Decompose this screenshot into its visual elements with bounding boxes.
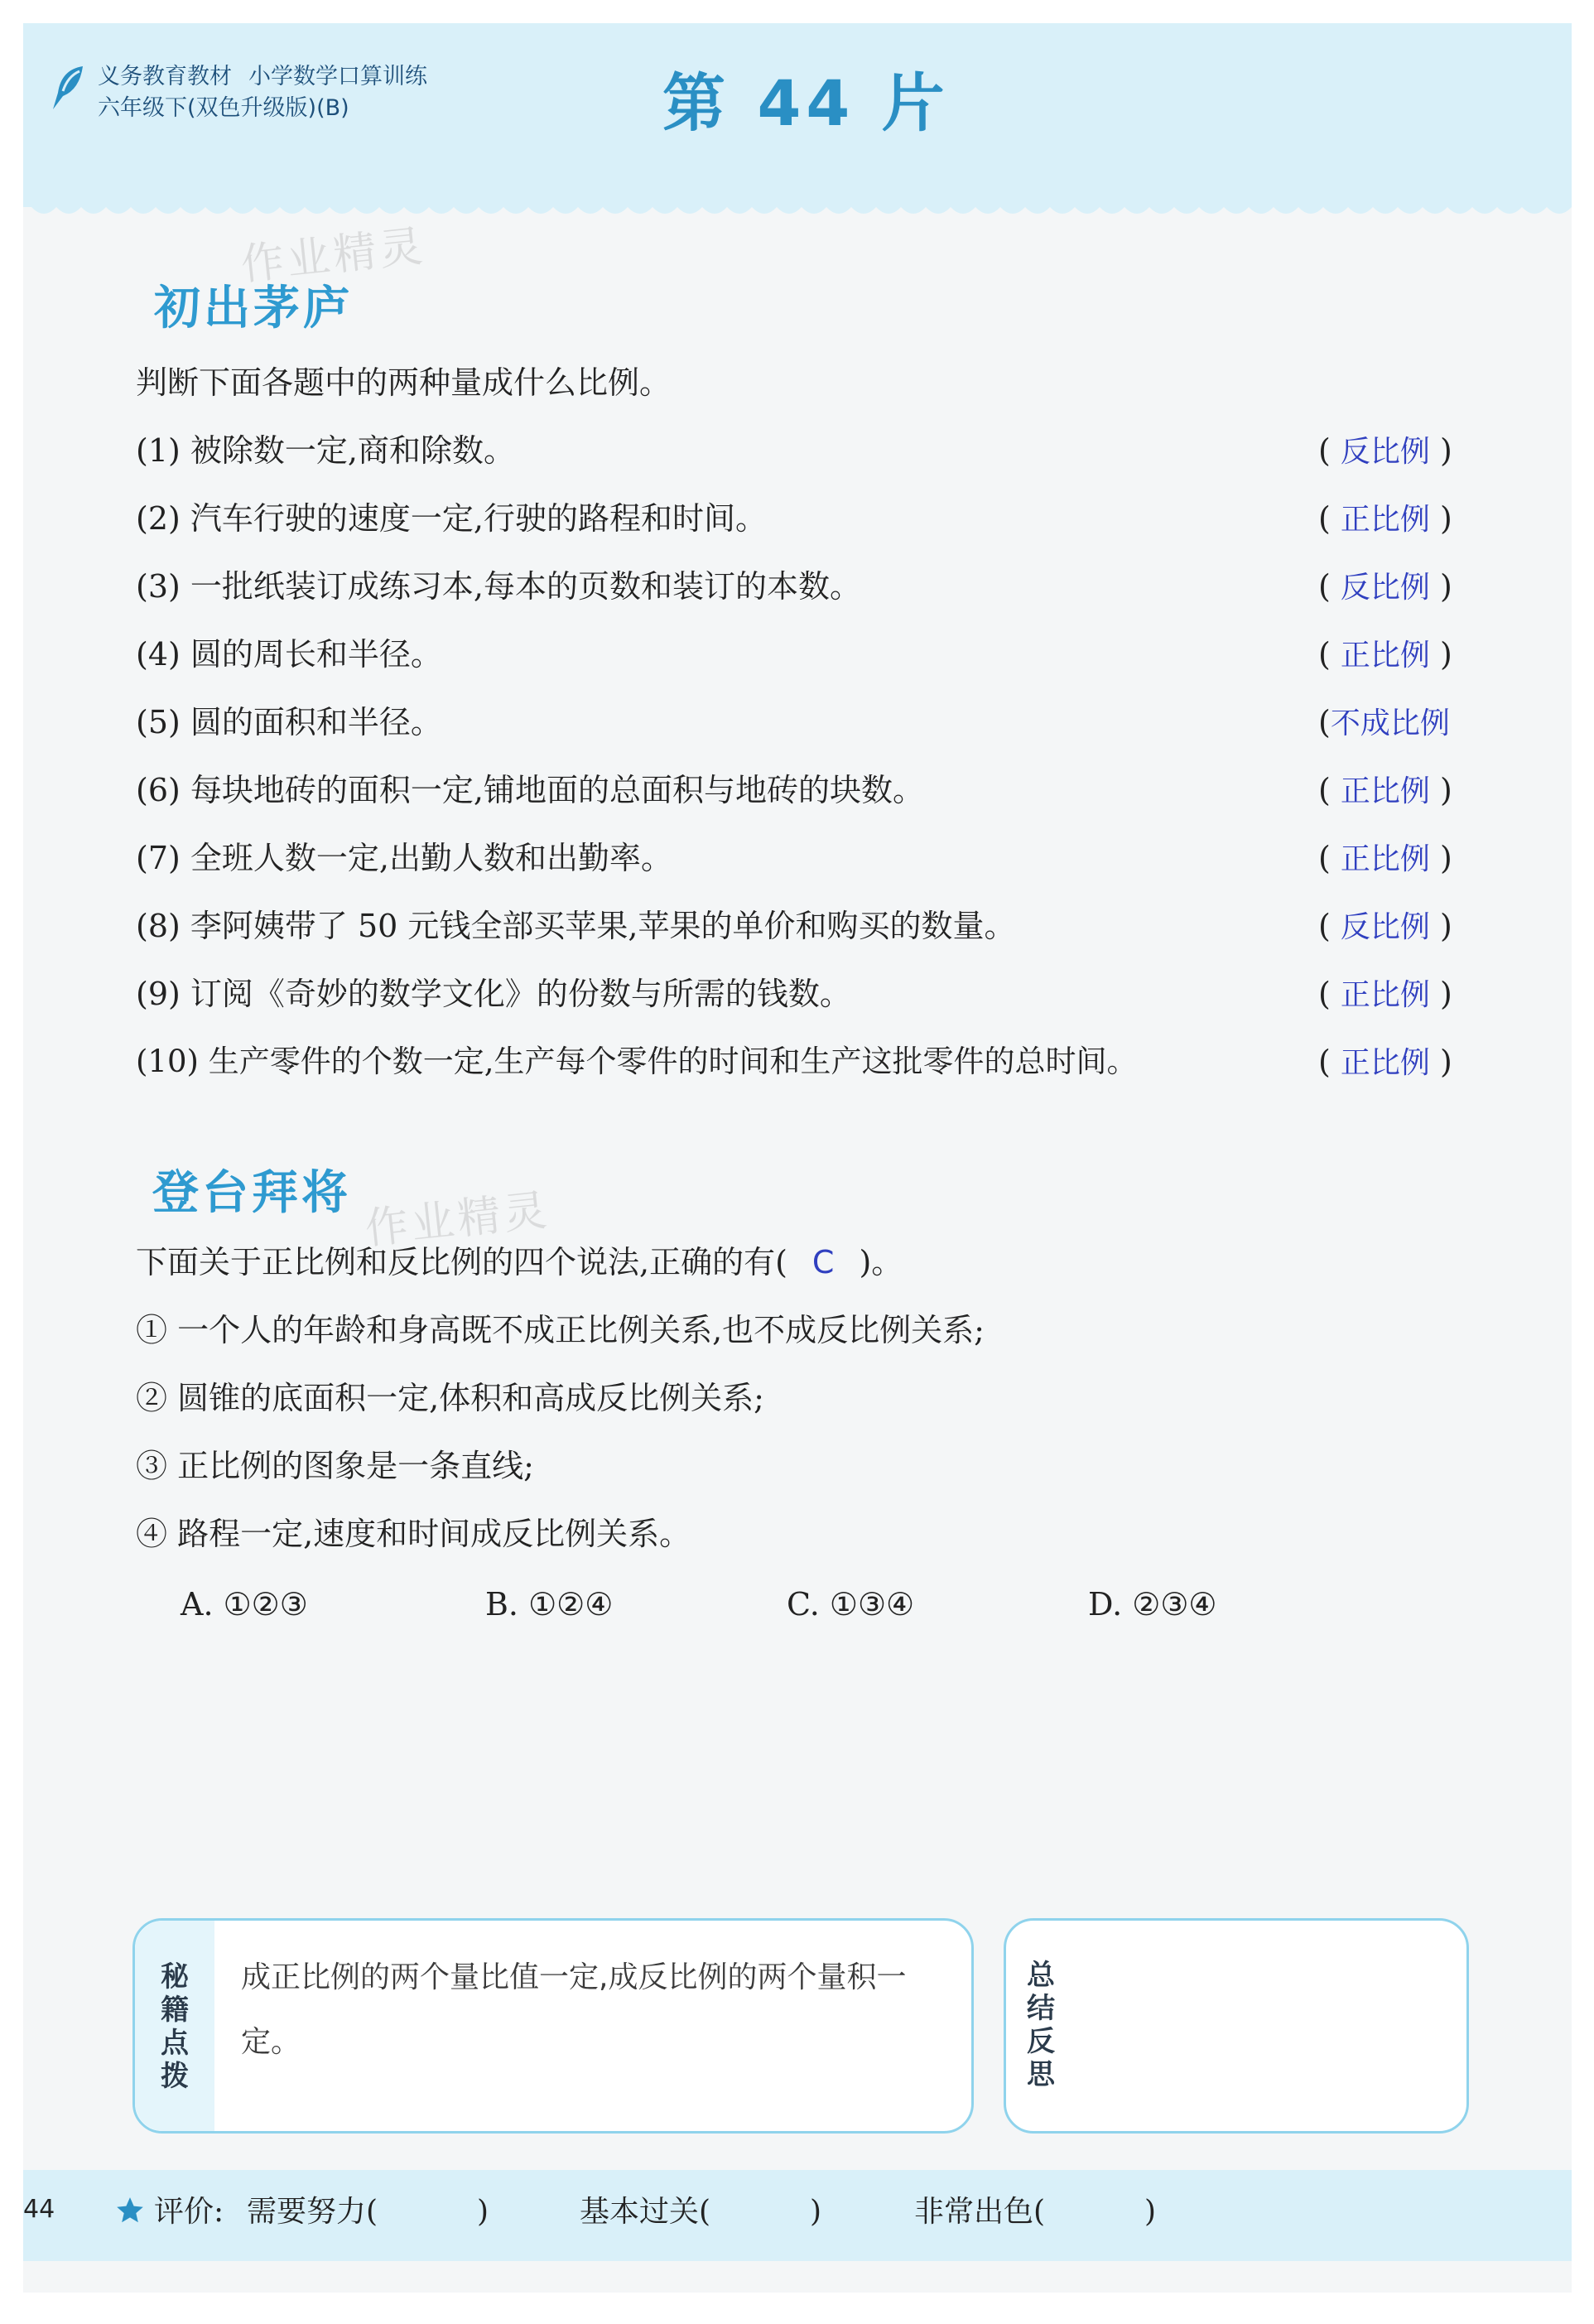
statement-3: ③ 正比例的图象是一条直线; xyxy=(136,1448,534,1484)
choice-d: D. ②③④ xyxy=(1088,1586,1217,1622)
question-7: (7) 全班人数一定,出勤人数和出勤率。 xyxy=(136,840,673,876)
choice-b: B. ①②④ xyxy=(485,1586,614,1622)
section2-title: 登台拜将 xyxy=(152,1166,351,1220)
answer-3: ( 反比例 ) xyxy=(1318,568,1452,605)
answer-1: ( 反比例 ) xyxy=(1318,432,1452,469)
answer-5: (不成比例 xyxy=(1318,704,1450,740)
page-number: 44 xyxy=(23,2195,55,2224)
book-series-label xyxy=(98,61,427,124)
question-1: (1) 被除数一定,商和除数。 xyxy=(136,432,516,469)
answer-4: ( 正比例 ) xyxy=(1318,636,1452,673)
question-10: (10) 生产零件的个数一定,生产每个零件的时间和生产这批零件的总时间。 xyxy=(136,1044,1138,1079)
choice-a: A. ①②③ xyxy=(181,1586,308,1622)
answer-7: ( 正比例 ) xyxy=(1318,840,1452,876)
summary-box xyxy=(1004,1918,1469,2134)
section2-answer: C xyxy=(811,1244,835,1280)
question-4: (4) 圆的周长和半径。 xyxy=(136,636,442,673)
answer-10: ( 正比例 ) xyxy=(1318,1044,1452,1080)
tip-text: 成正比例的两个量比值一定,成反比例的两个量积一定。 xyxy=(241,1960,907,2059)
section2-question: 下面关于正比例和反比例的四个说法,正确的有( C )。 xyxy=(136,1244,903,1280)
watermark: 作业精灵 xyxy=(238,221,429,291)
series-line1-a: 义务教育教材 xyxy=(98,64,232,89)
header-wave xyxy=(23,195,1572,229)
pen-logo-icon xyxy=(50,63,91,113)
question-3: (3) 一批纸装订成练习本,每本的页数和装订的本数。 xyxy=(136,568,862,605)
answer-2: ( 正比例 ) xyxy=(1318,500,1452,537)
section1-instruction: 判断下面各题中的两种量成什么比例。 xyxy=(136,364,672,401)
eval-option-3[interactable]: 非常出色( ) xyxy=(914,2195,1157,2229)
page-title: 第 44 片 xyxy=(662,66,950,140)
summary-label: 总 结 反 思 xyxy=(1027,1959,1055,2091)
question-9: (9) 订阅《奇妙的数学文化》的份数与所需的钱数。 xyxy=(136,976,851,1012)
tip-label: 秘 籍 点 拨 xyxy=(161,1960,189,2093)
question-8: (8) 李阿姨带了 50 元钱全部买苹果,苹果的单价和购买的数量。 xyxy=(136,908,1016,944)
answer-6: ( 正比例 ) xyxy=(1318,772,1452,808)
series-line1-b: 小学数学口算训练 xyxy=(248,64,427,89)
statement-4: ④ 路程一定,速度和时间成反比例关系。 xyxy=(136,1516,691,1552)
answer-8: ( 反比例 ) xyxy=(1318,908,1452,944)
choice-c: C. ①③④ xyxy=(787,1586,915,1622)
question-2: (2) 汽车行驶的速度一定,行驶的路程和时间。 xyxy=(136,500,768,537)
question-5: (5) 圆的面积和半径。 xyxy=(136,704,442,740)
series-line2: 六年级下(双色升级版)(B) xyxy=(98,95,349,121)
statement-1: ① 一个人的年龄和身高既不成正比例关系,也不成反比例关系; xyxy=(136,1312,985,1348)
question-6: (6) 每块地砖的面积一定,铺地面的总面积与地砖的块数。 xyxy=(136,772,925,808)
statement-2: ② 圆锥的底面积一定,体积和高成反比例关系; xyxy=(136,1380,764,1416)
section1-title: 初出茅庐 xyxy=(154,282,353,335)
answer-9: ( 正比例 ) xyxy=(1318,976,1452,1012)
evaluation-label: 评价: xyxy=(154,2195,224,2229)
tip-box xyxy=(132,1918,974,2134)
star-icon xyxy=(114,2195,146,2226)
eval-option-2[interactable]: 基本过关( ) xyxy=(580,2195,822,2229)
eval-option-1[interactable]: 需要努力( ) xyxy=(247,2195,489,2229)
watermark-2: 作业精灵 xyxy=(363,1185,553,1255)
